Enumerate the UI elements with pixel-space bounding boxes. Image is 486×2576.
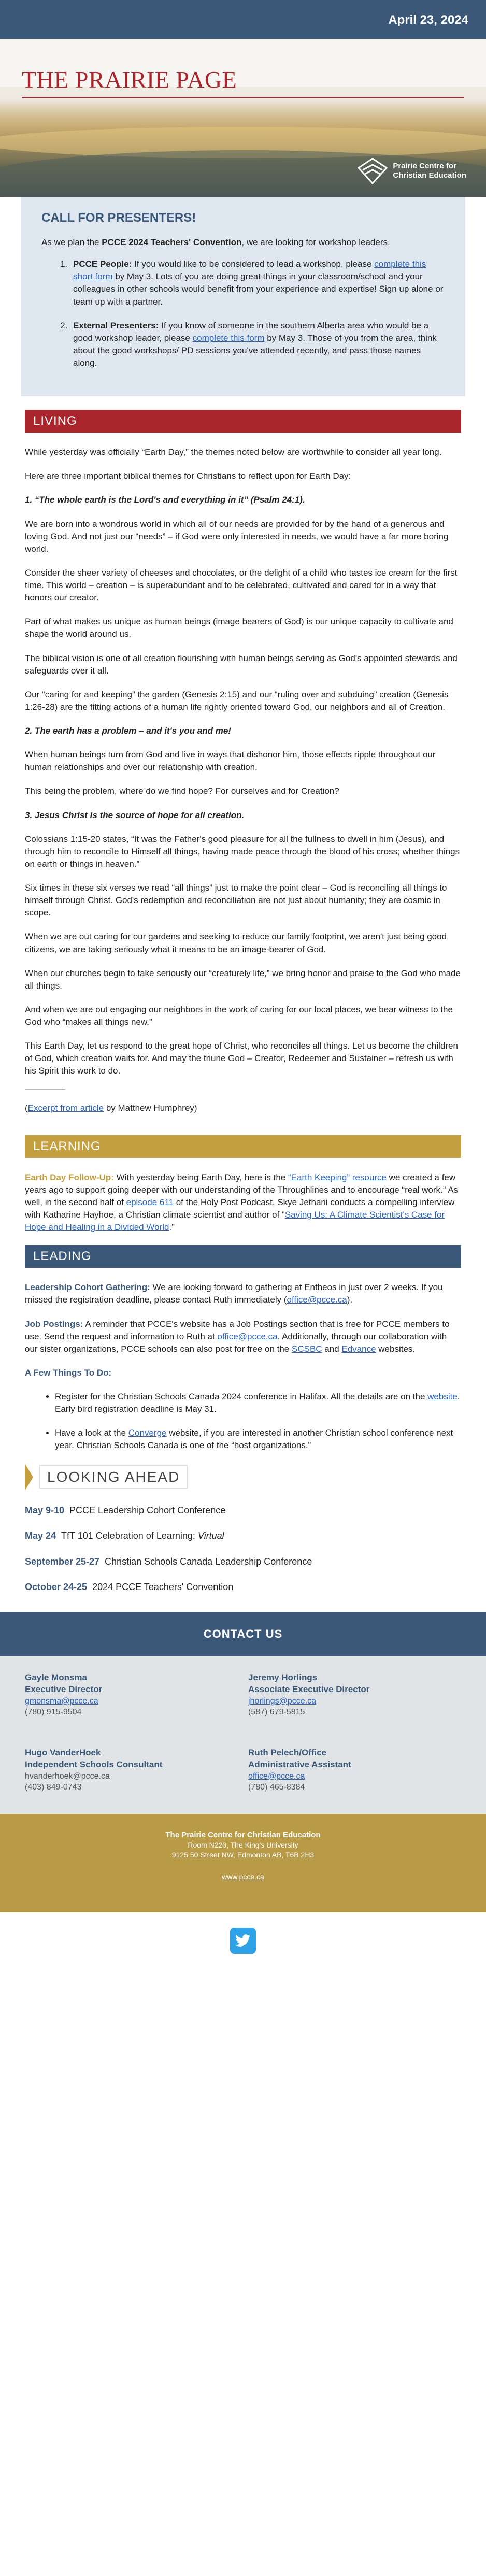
episode-611-link[interactable]: episode 611 (126, 1197, 174, 1207)
pcce-logo (358, 158, 466, 184)
edvance-link[interactable]: Edvance (341, 1343, 376, 1354)
theme-3-heading: 3. Jesus Christ is the source of hope for all creation. (25, 810, 245, 820)
footer (0, 1814, 486, 1912)
csc-website-link[interactable]: website (427, 1392, 458, 1402)
short-form-link[interactable]: complete this short form (73, 259, 426, 282)
contact-us-header: CONTACT US (0, 1612, 486, 1656)
contact-card: Jeremy Horlings Associate Executive Director jhorlings@pcce.ca (587) 679-5815 (248, 1672, 370, 1717)
call-for-presenters (21, 197, 465, 396)
issue-date: April 23, 2024 (388, 13, 468, 27)
contact-email-link[interactable]: gmonsma@pcce.ca (25, 1696, 98, 1706)
living-section (0, 446, 486, 1114)
event-item: May 24 TfT 101 Celebration of Learning: Virtual (25, 1530, 224, 1541)
divider (25, 1089, 65, 1090)
living-p10: Colossians 1:15-20 states, “It was the Father's good pleasure for all the fullness to dwell in him (Jesus), and through him to reconcile to Himself all things, having made peace through the blood of his cross; whether things on earth or things in heaven.” (25, 834, 460, 869)
section-bar-living: LIVING (25, 410, 461, 433)
top-bar (0, 0, 486, 39)
earth-keeping-link[interactable]: “Earth Keeping” resource (288, 1172, 387, 1182)
looking-ahead-title: LOOKING AHEAD (39, 1465, 188, 1489)
contact-email-link[interactable]: jhorlings@pcce.ca (248, 1696, 316, 1706)
cfp-list (41, 258, 445, 369)
living-p8: When human beings turn from God and live in ways that dishonor him, those effects ripple throughout our human relationships and over our relationship with creation. (25, 750, 436, 772)
scsbc-link[interactable]: SCSBC (291, 1343, 322, 1354)
contact-email-text: hvanderhoek@pcce.ca (25, 1771, 110, 1781)
living-p2: Here are three important biblical themes for Christians to reflect upon for Earth Day: (25, 471, 351, 481)
chevron-right-icon (25, 1464, 33, 1491)
contact-card: Gayle Monsma Executive Director gmonsma@pcce.ca (780) 915-9504 (25, 1672, 103, 1717)
cfp-item-external: 2. External Presenters: If you know of someone in the southern Alberta area who would be a good workshop leader, please complete this form by May 3. Those of you from the area, think about the good workshops/ PD sessions you've attended recently, and pass those names along. (70, 320, 445, 370)
living-p15: This Earth Day, let us respond to the great hope of Christ, who reconciles all things. Let us become the children of God, which creation waits for. And may the triune God – Creator, Redeemer and Sustainer – refresh us with his Spirit this work to do. (25, 1041, 458, 1076)
earth-day-follow-up: Earth Day Follow-Up: With yesterday being Earth Day, here is the “Earth Keeping” resource we created a few years ago to support going deeper with our understanding of the Throughlines and to encourage “real work.” As well, in the second half of episode 611 of the Holy Post Podcast, Skye Jethani conducts a compelling interview with Katharine Hayhoe, a Christian climate scientist and author of “Saving Us: A Climate Scientist's Case for Hope and Healing in a Divided World.” (25, 1172, 459, 1233)
newsletter-title: THE PRAIRIE PAGE (22, 66, 237, 93)
event-item: May 9-10 PCCE Leadership Cohort Conference (25, 1505, 226, 1515)
living-p6: The biblical vision is one of all creation flourishing with human beings serving as God's appointed stewards and safeguards over it all. (25, 653, 458, 676)
section-bar-learning: LEARNING (25, 1135, 461, 1158)
event-item: October 24-25 2024 PCCE Teachers' Convention (25, 1582, 234, 1593)
living-p5: Part of what makes us unique as human beings (image bearers of God) is our unique capacity to cultivate and shape the world around us. (25, 617, 453, 639)
theme-2-heading: 2. The earth has a problem – and it's you and me! (25, 726, 231, 736)
contact-email-link[interactable]: office@pcce.ca (248, 1771, 305, 1781)
living-p12: When we are out caring for our gardens and seeking to reduce our family footprint, we aren't just being good citizens, we are taking seriously what it means to be an image-bearer of God. (25, 932, 447, 954)
living-p1: While yesterday was officially “Earth Day,” the themes noted below are worthwhile to consider all year long. (25, 447, 442, 457)
excerpt-article-link[interactable]: Excerpt from article (27, 1103, 104, 1113)
cfp-intro: As we plan the PCCE 2024 Teachers' Convention, we are looking for workshop leaders. (41, 237, 390, 248)
footer-address-2: 9125 50 Street NW, Edmonton AB, T6B 2H3 (171, 1851, 315, 1859)
living-p13: When our churches begin to take seriously our “creaturely life,” we bring honor and praise to the God who made all things. (25, 968, 461, 991)
job-postings: Job Postings: A reminder that PCCE's website has a Job Postings section that is free for PCCE members to use. Send the request and information to Ruth at office@pcce.ca. Additionally, through our collaboration with our sister organizations, PCCE schools can also post for free on the SCSBC and Edvance websites. (25, 1319, 450, 1354)
todo-title: A Few Things To Do: (25, 1367, 112, 1378)
leading-section (0, 1281, 486, 1452)
contact-card: Ruth Pelech/Office Administrative Assistant office@pcce.ca (780) 465-8384 (248, 1747, 351, 1792)
office-email-link[interactable]: office@pcce.ca (287, 1295, 347, 1305)
section-bar-leading: LEADING (25, 1245, 461, 1268)
logo-line-1: Prairie Centre for (393, 162, 456, 170)
living-p7: Our “caring for and keeping” the garden (Genesis 2:15) and our “ruling over and subduing” creation (Genesis 1:26-28) are the fitting actions of a human life rightly oriented toward God, our neighbors and all of Creation. (25, 689, 449, 712)
title-rule (22, 97, 464, 98)
learning-section (0, 1171, 486, 1234)
todo-item-csc-conference: • Register for the Christian Schools Canada 2024 conference in Halifax. All the details are on the website. Early bird registration deadline is May 31. (55, 1391, 461, 1415)
pcce-logo-icon (358, 158, 388, 184)
contact-grid (0, 1656, 486, 1814)
converge-link[interactable]: Converge (128, 1428, 167, 1438)
leadership-cohort: Leadership Cohort Gathering: We are looking forward to gathering at Entheos in just over 2 weeks. If you missed the registration deadline, please contact Ruth immediately (office@pcce.ca). (25, 1282, 443, 1305)
twitter-bird-icon (235, 1934, 251, 1948)
office-email-link-2[interactable]: office@pcce.ca (217, 1331, 278, 1341)
logo-line-2: Christian Education (393, 171, 466, 180)
looking-ahead-header (25, 1464, 461, 1491)
social-row (0, 1912, 486, 1969)
cfp-title: CALL FOR PRESENTERS! (41, 211, 196, 225)
living-p9: This being the problem, where do we find hope? For ourselves and for Creation? (25, 786, 339, 796)
living-p14: And when we are out engaging our neighbors in the work of caring for our local places, we bear witness to the God who “makes all things new.” (25, 1004, 453, 1027)
external-form-link[interactable]: complete this form (192, 333, 265, 343)
excerpt-credit: (Excerpt from article by Matthew Humphrey) (25, 1103, 197, 1113)
saving-us-book-link[interactable]: Saving Us: A Climate Scientist's Case for Hope and Healing in a Divided World (25, 1210, 445, 1233)
living-p4: Consider the sheer variety of cheeses and chocolates, or the delight of a child who tastes ice cream for the first time. This world – creation – is superabundant and to be celebrated, cultivated and cared for in a way that honors our creator. (25, 567, 458, 603)
theme-1-heading: 1. “The whole earth is the Lord's and everything in it” (Psalm 24:1). (25, 495, 305, 505)
living-p11: Six times in these six verses we read “all things” just to make the point clear – God is reconciling all things to himself through Christ. God's redemption and reconciliation are not just about humanity; they are cosmic in scope. (25, 883, 447, 918)
contact-card: Hugo VanderHoek Independent Schools Consultant hvanderhoek@pcce.ca (403) 849-0743 (25, 1747, 238, 1793)
hero-banner (0, 39, 486, 197)
footer-website-link[interactable]: www.pcce.ca (222, 1872, 264, 1881)
twitter-icon[interactable] (230, 1928, 256, 1954)
todo-item-converge: • Have a look at the Converge website, if you are interested in another Christian school conference next year. Christian Schools Canada is one of the “host organizations.” (55, 1427, 461, 1452)
living-p3: We are born into a wondrous world in which all of our needs are provided for by the hand of a generous and loving God. And not just our “needs” – if God were only interested in needs, we would have a far more boring world. (25, 519, 449, 554)
cfp-item-pcce-people: 1. PCCE People: If you would like to be considered to lead a workshop, please complete this short form by May 3. Lots of you are doing great things in your classroom/school and your colleagues in other schools would benefit from your experience and expertise! Sign up alone or team up with a partner. (70, 258, 445, 308)
todo-list (25, 1391, 461, 1452)
footer-address-1: Room N220, The King's University (188, 1840, 298, 1849)
event-item: September 25-27 Christian Schools Canada Leadership Conference (25, 1556, 312, 1567)
footer-org: The Prairie Centre for Christian Education (165, 1830, 321, 1839)
